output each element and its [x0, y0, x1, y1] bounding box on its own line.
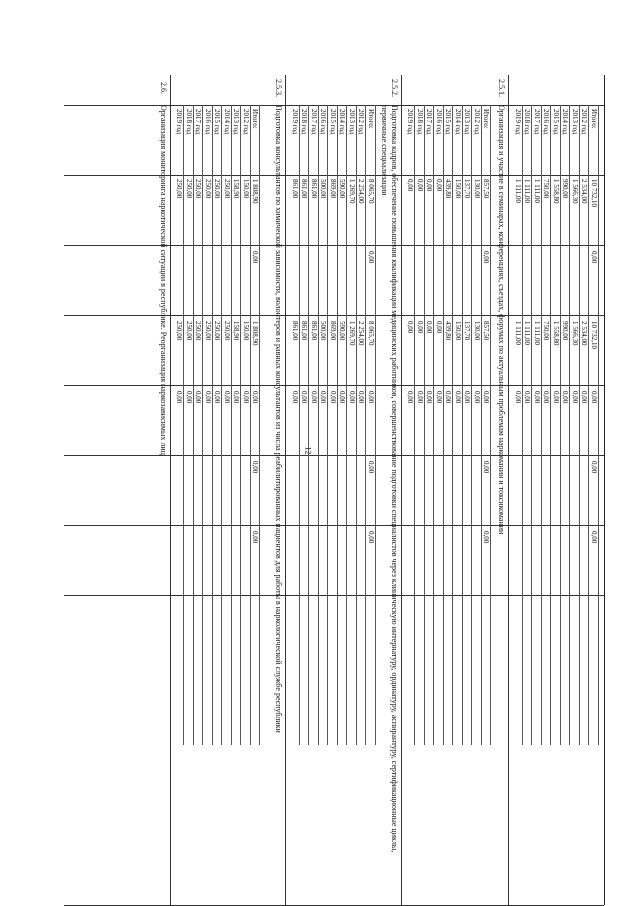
table-row [579, 105, 590, 745]
cell-value: 0,00 [463, 391, 472, 404]
section-number: 2.5.3. [274, 79, 284, 97]
row-label: Итого: [482, 109, 491, 129]
table-row [318, 105, 329, 745]
cell-value: 0,00 [425, 391, 434, 404]
cell-value: 250,00 [204, 321, 212, 341]
row-label: 2019 год [291, 109, 299, 135]
table-row [462, 105, 473, 745]
row-label: 2016 год [204, 109, 212, 135]
table-row [551, 105, 562, 745]
table-row [309, 105, 320, 745]
cell-value: 439,80 [444, 321, 453, 341]
section-title: Подготовка консультантов по химической зависимости, волонтеров и равных консультантов из числа реабилитированных пациентов для работы в наркологической службе республики [274, 105, 284, 733]
table-row [299, 105, 310, 745]
table-row [443, 105, 454, 745]
table-row [231, 105, 242, 745]
cell-value: 0,00 [482, 251, 491, 264]
cell-value: 1 111,00 [514, 321, 522, 345]
cell-value: 250,00 [213, 179, 222, 199]
cell-value: 0,00 [416, 179, 424, 192]
row-label: 2012 год [357, 109, 366, 135]
cell-value: 0,00 [291, 391, 299, 404]
cell-value: 0,00 [514, 391, 522, 404]
cell-value: 1 566,30 [571, 179, 579, 204]
cell-value: 990,00 [561, 321, 570, 341]
row-label: 2017 год [194, 109, 203, 135]
cell-value: 8 065,70 [367, 321, 375, 346]
row-label: 2017 год [425, 109, 434, 135]
cell-value: 0,00 [590, 461, 598, 474]
cell-value: 439,80 [444, 179, 453, 199]
cell-value: 861,00 [300, 179, 309, 199]
cell-value: 130,00 [473, 321, 481, 341]
row-label: Итого: [251, 109, 260, 129]
table-row [241, 105, 252, 745]
cell-value: 861,00 [300, 321, 309, 341]
cell-value: 0,00 [357, 391, 366, 404]
row-label: Итого: [590, 109, 598, 129]
cell-value: 0,00 [319, 391, 328, 404]
cell-value: 0,00 [561, 391, 570, 404]
cell-value: 1 808,90 [251, 321, 260, 346]
cell-value: 0,00 [552, 391, 560, 404]
cell-value: 2 254,00 [357, 179, 366, 204]
total-row [481, 105, 492, 745]
table-row [541, 105, 552, 745]
cell-value: 250,00 [194, 321, 203, 341]
cell-value: 0,00 [473, 391, 481, 404]
cell-value: 0,00 [175, 391, 184, 404]
cell-value: 500,00 [319, 179, 328, 199]
row-label: 2016 год [435, 109, 443, 135]
cell-value: 0,00 [310, 391, 318, 404]
table-row [560, 105, 571, 745]
section-number: 2.5.2. [390, 79, 399, 97]
rotated-table-page [65, 75, 605, 905]
cell-value: 150,00 [242, 321, 250, 341]
cell-value: 0,00 [367, 461, 375, 474]
cell-value: 0,00 [242, 391, 250, 404]
section-number: 2.6. [159, 82, 168, 94]
cell-value: 0,00 [329, 391, 337, 404]
table-row [472, 105, 483, 745]
row-label: 2015 год [552, 109, 560, 135]
row-label: Итого: [367, 109, 375, 129]
row-label: 2013 год [348, 109, 356, 135]
row-label: 2015 год [444, 109, 453, 135]
table-row [424, 105, 435, 745]
cell-value: 1 111,00 [514, 179, 522, 203]
row-label: 2019 год [406, 109, 415, 135]
cell-value: 0,00 [367, 531, 375, 544]
cell-value: 0,00 [232, 391, 241, 404]
row-label: 2012 год [473, 109, 481, 135]
row-label: 2018 год [300, 109, 309, 135]
total-row [250, 105, 261, 745]
cell-value: 250,00 [204, 179, 212, 199]
total-row [366, 105, 377, 745]
table-row [337, 105, 348, 745]
cell-value: 158,90 [232, 321, 241, 341]
row-label: 2015 год [329, 109, 337, 135]
section-separator [286, 75, 287, 905]
cell-value: 1 808,90 [251, 179, 260, 204]
row-label: 2017 год [533, 109, 541, 135]
cell-value: 1 111,00 [523, 321, 532, 345]
cell-value: 0,00 [435, 179, 443, 192]
cell-value: 2 534,00 [580, 321, 589, 346]
row-label: 2018 год [523, 109, 532, 135]
cell-value: 861,00 [310, 321, 318, 341]
cell-value: 0,00 [194, 391, 203, 404]
section-separator [170, 75, 171, 905]
page-number: 12 [303, 446, 313, 455]
cell-value: 990,00 [561, 179, 570, 199]
cell-value: 0,00 [300, 391, 309, 404]
cell-value: 0,00 [204, 391, 212, 404]
section-title: Организация и участие в семинарах, конференциях, съездах, форумах по актуальным проблемам наркомании и токсикомании [497, 105, 507, 535]
table-row [570, 105, 581, 745]
cell-value: 10 732,10 [590, 179, 598, 207]
cell-value: 0,00 [444, 391, 453, 404]
cell-value: 0,00 [406, 179, 415, 192]
cell-value: 0,00 [533, 391, 541, 404]
row-label: 2019 год [175, 109, 184, 135]
row-label: 2015 год [213, 109, 222, 135]
cell-value: 0,00 [435, 391, 443, 404]
row-label: 2016 год [319, 109, 328, 135]
cell-value: 1 111,00 [533, 179, 541, 203]
row-label: 2012 год [242, 109, 250, 135]
cell-value: 590,00 [338, 321, 347, 341]
row-label: 2012 год [580, 109, 589, 135]
cell-value: 0,00 [590, 251, 598, 264]
cell-value: 1 269,70 [348, 179, 356, 204]
row-label: 2019 год [514, 109, 522, 135]
cell-value: 500,00 [319, 321, 328, 341]
cell-value: 150,00 [454, 321, 462, 341]
cell-value: 250,00 [223, 321, 231, 341]
cell-value: 0,00 [580, 391, 589, 404]
row-label: 2014 год [338, 109, 347, 135]
cell-value: 0,00 [590, 531, 598, 544]
cell-value: 0,00 [338, 391, 347, 404]
table-row [212, 105, 223, 745]
row-label: 2014 год [223, 109, 231, 135]
table-row [174, 105, 185, 745]
cell-value: 0,00 [454, 391, 462, 404]
cell-value: 0,00 [435, 321, 443, 334]
cell-value: 0,00 [251, 391, 260, 404]
cell-value: 857,50 [482, 321, 491, 341]
cell-value: 0,00 [416, 391, 424, 404]
section-title: Подготовка кадров, обеспечение повышения квалификации медицинских работников, совершенствование подготовки специалистов через клиническую интернатуру, ординатуру, аспирантуру, сертификационные циклы, первичные специализации [380, 105, 399, 853]
section-separator [401, 75, 402, 905]
cell-value: 0,00 [542, 391, 551, 404]
row-label: 2018 год [185, 109, 193, 135]
cell-value: 590,00 [338, 179, 347, 199]
cell-value: 0,00 [251, 251, 260, 264]
cell-value: 130,00 [473, 179, 481, 199]
cell-value: 0,00 [223, 391, 231, 404]
cell-value: 0,00 [213, 391, 222, 404]
cell-value: 137,70 [463, 179, 472, 199]
cell-value: 0,00 [367, 391, 375, 404]
row-label: 2014 год [454, 109, 462, 135]
cell-value: 0,00 [482, 391, 491, 404]
cell-value: 2 534,00 [580, 179, 589, 204]
cell-value: 0,00 [571, 391, 579, 404]
cell-value: 250,00 [175, 321, 184, 341]
cell-value: 1 558,80 [552, 179, 560, 204]
row-label: 2018 год [416, 109, 424, 135]
table-row [184, 105, 195, 745]
cell-value: 869,00 [329, 321, 337, 341]
cell-value: 861,00 [291, 179, 299, 199]
cell-value: 869,00 [329, 179, 337, 199]
cell-value: 250,00 [185, 179, 193, 199]
row-label: 2013 год [463, 109, 472, 135]
table-row [328, 105, 339, 745]
cell-value: 0,00 [406, 321, 415, 334]
cell-value: 250,00 [223, 179, 231, 199]
cell-value: 158,90 [232, 179, 241, 199]
table-row [222, 105, 233, 745]
table-row [513, 105, 524, 745]
cell-value: 137,70 [463, 321, 472, 341]
cell-value: 0,00 [416, 321, 424, 334]
cell-value: 0,00 [425, 321, 434, 334]
cell-value: 0,00 [425, 179, 434, 192]
cell-value: 1 111,00 [523, 179, 532, 203]
row-label: 2017 год [310, 109, 318, 135]
cell-value: 10 732,10 [590, 321, 598, 349]
table-row [434, 105, 445, 745]
cell-value: 1 269,70 [348, 321, 356, 346]
cell-value: 250,00 [185, 321, 193, 341]
cell-value: 0,00 [348, 391, 356, 404]
cell-value: 0,00 [523, 391, 532, 404]
cell-value: 250,00 [213, 321, 222, 341]
row-label: 2016 год [542, 109, 551, 135]
table-row [415, 105, 426, 745]
cell-value: 250,00 [194, 179, 203, 199]
section-number: 2.5.1. [497, 79, 507, 97]
cell-value: 1 558,80 [552, 321, 560, 346]
cell-value: 0,00 [251, 531, 260, 544]
row-label: 2013 год [232, 109, 241, 135]
cell-value: 857,50 [482, 179, 491, 199]
table-row [453, 105, 464, 745]
cell-value: 0,00 [251, 461, 260, 474]
cell-value: 0,00 [185, 391, 193, 404]
cell-value: 0,00 [406, 391, 415, 404]
cell-value: 861,00 [291, 321, 299, 341]
cell-value: 8 065,70 [367, 179, 375, 204]
cell-value: 0,00 [482, 531, 491, 544]
cell-value: 750,00 [542, 179, 551, 199]
row-label: 2014 год [561, 109, 570, 135]
cell-value: 0,00 [590, 391, 598, 404]
cell-value: 0,00 [367, 251, 375, 264]
cell-value: 1 111,00 [533, 321, 541, 345]
cell-value: 2 254,00 [357, 321, 366, 346]
cell-value: 250,00 [175, 179, 184, 199]
table-row [356, 105, 367, 745]
table-row [532, 105, 543, 745]
cell-value: 750,00 [542, 321, 551, 341]
cell-value: 150,00 [454, 179, 462, 199]
row-label: 2013 год [571, 109, 579, 135]
table-row [290, 105, 301, 745]
cell-value: 861,00 [310, 179, 318, 199]
cell-value: 0,00 [482, 461, 491, 474]
table-row [347, 105, 358, 745]
table-row [405, 105, 416, 745]
table-row [193, 105, 204, 745]
section-title: Организация мониторинга наркотической ситуации в республике. Реорганизация наркозависимых лиц [159, 105, 168, 455]
cell-value: 1 566,30 [571, 321, 579, 346]
section-separator [509, 75, 510, 905]
table-row [203, 105, 214, 745]
total-row [589, 105, 600, 745]
table-row [522, 105, 533, 745]
cell-value: 150,00 [242, 179, 250, 199]
